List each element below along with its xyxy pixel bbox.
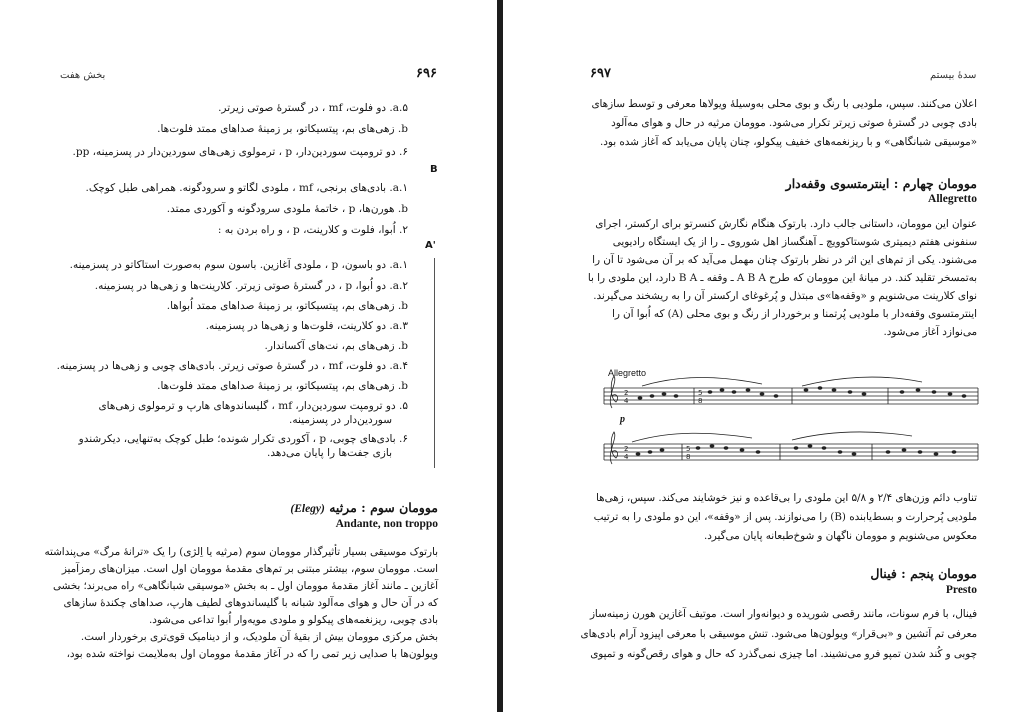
text-line: نوای کلارینت می‌شنویم و «وقفه‌ها»ی مبتذل و پُرغوغای ارکستر آن را به ریشخند می‌گیرند. [593, 290, 977, 302]
movement3-tempo: Andante, non troppo [335, 518, 438, 530]
outline-item: b. زهی‌های بم، پیتسیکاتو، بر زمینهٔ صداهای ممتد فلوت‌ها. [157, 123, 408, 135]
svg-text:8: 8 [686, 453, 691, 461]
text-line: چوبی و کُند شدن تمپو فرو می‌نشیند. اما چیزی نمی‌گذرد که حال و هوای رقص‌گونه و تمپوی [590, 648, 977, 660]
text-line: می‌شنود. یکی از تم‌های این اثر در نظر بارتوک چنان مهمل می‌آید که بر آن می‌شود تا آن را [592, 254, 977, 266]
svg-text:4: 4 [624, 397, 629, 405]
outline-item: a.۴. دو فلوت، mf ، در گسترهٔ صوتی زیرتر. بادی‌های چوبی و زهی‌ها در پسزمینه. [56, 360, 408, 372]
outline-item: b. زهی‌های بم، نت‌های آکساندار. [264, 340, 408, 352]
running-head-left: بخش هفت [60, 70, 106, 81]
book-spine [497, 0, 503, 712]
text-line: بادی چوبی در گسترهٔ صوتی زیرتر تکرار می‌شود. موومان مرثیه در حال و هوای مه‌آلود [611, 117, 977, 129]
svg-text:5: 5 [686, 445, 691, 453]
outline-item: b. زهی‌های بم، پیتسیکاتو، بر زمینهٔ صداهای ممتد اُبواها. [166, 300, 408, 312]
text-line: بخش مرکزی موومان بیش از بقیهٔ آن ملودیک، و از دینامیک قوی‌تری برخوردار است. [80, 631, 438, 643]
text-line: می‌نوازد آغاز می‌شود. [883, 326, 977, 338]
text-line: آغازین ـ مانند آغاز مقدمهٔ موومان اول ـ به بخش «موسیقی شبانگاهی» راه می‌برند؛ بخشی [52, 580, 438, 592]
score-staves [602, 368, 982, 480]
text-line: اینترمتسوی وقفه‌دار با ملودیی پُرتمنا و برخوردار از رنگ و بوی محلی (A) که اُبوا آن را [611, 308, 977, 320]
movement3-title-en: (Elegy) [290, 503, 325, 515]
outline-item: a.۳. دو کلارینت، فلوت‌ها و زهی‌ها در پسزمینه. [205, 320, 408, 332]
outline-item: b. هورن‌ها، p ، خاتمهٔ ملودی سرودگونه و آکوردی ممتد. [166, 203, 408, 215]
text-line: بادی چوبی، ریزنغمه‌های پیکولو و ملودی مویه‌وار اُبوا تداعی می‌شود. [148, 614, 438, 626]
svg-text:5: 5 [698, 389, 703, 397]
outline-item: ۲. اُبوا، فلوت و کلارینت، p ، و راه بردن به : [217, 224, 408, 236]
text-line: به‌تمسخر تقلید کند. در میانهٔ این موومان که طرح A B A ـ وقفه ـ B A دارد، این ملودی را با [587, 272, 977, 284]
movement3-title-fa: موومان سوم : مرثیه [329, 500, 438, 515]
outline-item: a.۱. بادی‌های برنجی، mf ، ملودی لگاتو و سرودگونه. همراهی طبل کوچک. [85, 182, 408, 194]
right-page [506, 0, 1013, 712]
text-line: «موسیقی شبانگاهی» و با ریزنغمه‌های خفیف پیکولو، چنان پایان می‌یابد که آغاز شده بود. [600, 136, 977, 148]
outline-item: ۶. بادی‌های چوبی، p ، آکوردی تکرار شونده؛ طبل کوچک به‌تنهایی، دیکرشندو [78, 433, 408, 445]
outline-item: a.۲. دو اُبوا، p ، در گسترهٔ صوتی زیرتر. کلارینت‌ها و زهی‌ها در پسزمینه. [94, 280, 408, 292]
text-line: اعلان می‌کنند. سپس، ملودیی با رنگ و بوی محلی به‌وسیلهٔ ویولاها معرفی و توسط سازهای [591, 98, 977, 110]
page-number-left: ۶۹۶ [416, 66, 437, 81]
outline-item: بازی جفت‌ها را پایان می‌دهد. [267, 447, 392, 459]
movement5-title: موومان پنجم : فینال [870, 566, 977, 581]
svg-text:2: 2 [624, 445, 629, 453]
movement4-title: موومان چهارم : اینترمتسوی وقفه‌دار [785, 176, 977, 191]
outline-item: ۵. دو ترومپت سوردین‌دار، mf ، گلیساندوهای هارپ و ترمولوی زهی‌های [98, 400, 408, 412]
section-letter-b: B [430, 164, 438, 175]
text-line: عنوان این موومان، داستانی جالب دارد. بارتوک هنگام نگارش کنسرتو برای ارکستر، اجرای [595, 218, 977, 230]
text-line: تناوب دائم وزن‌های ۲/۴ و ۵/۸ این ملودی را بی‌قاعده و نیز خوشایند می‌کند. سپس، زهی‌ها [596, 492, 977, 504]
movement3-heading [290, 500, 438, 515]
music-score [602, 368, 982, 480]
score-tempo-label: Allegretto [608, 368, 647, 378]
text-line: است. موومان سوم، بیشتر مبتنی بر تم‌های مقدمهٔ موومان اول است. میزان‌های رمزآمیز [61, 563, 438, 575]
svg-text:8: 8 [698, 397, 703, 405]
text-line: معکوس می‌شنویم و موومان ناگهان و شوخ‌طبعانه پایان می‌گیرد. [703, 530, 977, 542]
outline-item: a.۵. دو فلوت، mf ، در گسترهٔ صوتی زیرتر. [218, 102, 408, 114]
text-line: سنفونی هفتم دیمیتری شوستاکوویچ ـ آهنگساز اهل شوروی ـ را از یک ایستگاه رادیویی [612, 236, 977, 248]
section-letter-a-prime: A' [425, 240, 436, 251]
svg-text:2: 2 [624, 389, 629, 397]
movement4-tempo: Allegretto [928, 193, 977, 205]
page-number-right: ۶۹۷ [590, 66, 611, 81]
text-line: که در آن حال و هوای مه‌آلود شبانه با گلیساندوهای لطیف هارپ، صداهای چکنده‌ٔ سازهای [63, 597, 438, 609]
outline-item: سوردین‌دار در پسزمینه. [289, 414, 392, 426]
text-line: ملودیی پُرحرارت و بسط‌یابنده (B) را می‌نوازند. پس از «وقفه»، این دو ملودی را به ترتیب [593, 511, 977, 523]
text-line: فینال، با فرم سونات، مانند رقصی شوریده و دیوانه‌وار است. موتیف آغازین هورن زمینه‌ساز [589, 608, 977, 620]
svg-text:4: 4 [624, 453, 629, 461]
outline-item: ۶. دو ترومپت سوردین‌دار، p ، ترمولوی زهی‌های سوردین‌دار در پسزمینه، pp. [72, 146, 408, 158]
margin-rule [434, 258, 435, 468]
score-dynamic: p [620, 414, 625, 425]
running-head-right: سدهٔ بیستم [930, 70, 977, 81]
outline-item: a.۱. دو باسون، p ، ملودی آغازین. باسون سوم به‌صورت استاکاتو در پسزمینه. [69, 259, 408, 271]
text-line: بارتوک موسیقی بسیار تأثیرگذار موومان سوم (مرثیه یا اِلژی) را یک «ترانهٔ مرگ» می‌پنداشته [44, 546, 438, 558]
movement5-tempo: Presto [945, 584, 977, 596]
outline-item: b. زهی‌های بم، پیتسیکاتو، بر زمینهٔ صداهای ممتد فلوت‌ها. [157, 380, 408, 392]
left-page [0, 0, 496, 712]
text-line: ویولون‌ها با صدایی زیر تمی را که در آغاز مقدمهٔ موومان اول به‌ملایمت نواخته شده بود، [66, 648, 438, 660]
text-line: معرفی تم آتشین و «بی‌قرار» ویولون‌ها می‌شود. تنش موسیقی با معرفی اپیزود آرام بادی‌های [580, 628, 977, 640]
